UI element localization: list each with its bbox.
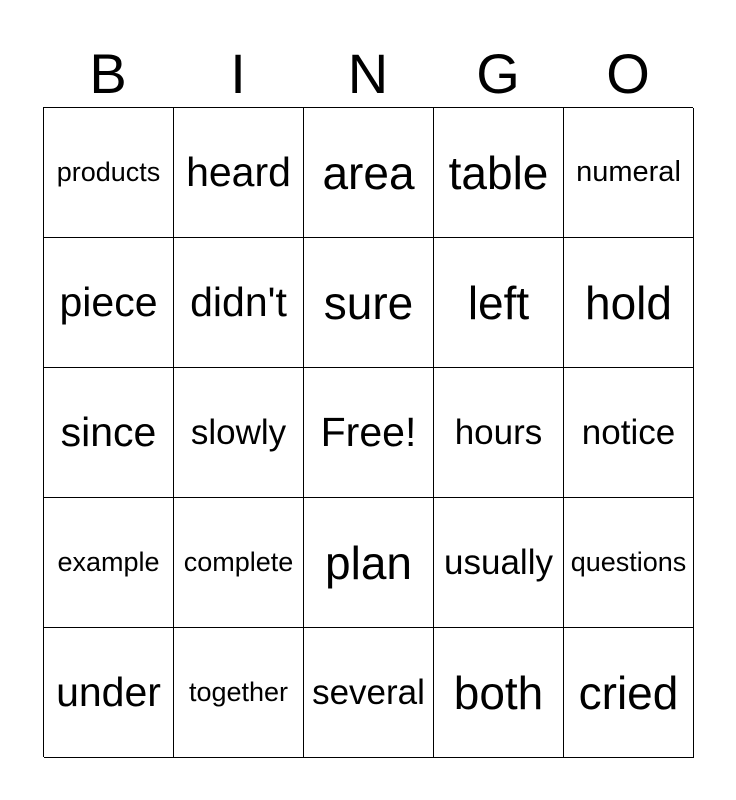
header-letter-n: N xyxy=(347,42,389,105)
bingo-cell[interactable] xyxy=(434,238,564,368)
cell-word: example xyxy=(57,547,160,577)
cell-word: products xyxy=(56,157,161,187)
bingo-cell[interactable] xyxy=(434,368,564,498)
cell-word: numeral xyxy=(576,156,681,188)
bingo-cell[interactable] xyxy=(564,628,694,758)
bingo-cell[interactable] xyxy=(44,628,174,758)
bingo-cell[interactable] xyxy=(44,498,174,628)
bingo-cell[interactable] xyxy=(174,628,304,758)
bingo-cell[interactable] xyxy=(304,628,434,758)
header-letter-o: O xyxy=(606,42,650,105)
header-letter-b: B xyxy=(89,42,127,105)
bingo-cell[interactable] xyxy=(434,628,564,758)
bingo-header xyxy=(43,40,693,108)
cell-word: usually xyxy=(444,543,553,582)
header-letter-i: I xyxy=(230,42,246,105)
cell-word: left xyxy=(467,276,530,329)
free-space[interactable] xyxy=(304,368,434,498)
cell-word: under xyxy=(56,669,161,715)
bingo-cell[interactable] xyxy=(44,108,174,238)
cell-word: several xyxy=(312,673,425,712)
bingo-board xyxy=(43,107,693,757)
bingo-cell[interactable] xyxy=(304,498,434,628)
cell-word: sure xyxy=(323,276,414,329)
cell-word: both xyxy=(453,666,544,719)
cell-word: questions xyxy=(570,547,687,577)
bingo-cell[interactable] xyxy=(174,238,304,368)
cell-word: didn't xyxy=(190,279,287,325)
cell-word: slowly xyxy=(190,413,287,452)
bingo-cell[interactable] xyxy=(304,108,434,238)
bingo-cell[interactable] xyxy=(174,368,304,498)
cell-word: table xyxy=(448,146,549,199)
cell-word: complete xyxy=(183,547,294,577)
cell-word: area xyxy=(322,146,415,199)
cell-word: heard xyxy=(186,149,291,195)
cell-word: piece xyxy=(59,279,158,325)
bingo-cell[interactable] xyxy=(44,238,174,368)
bingo-cell[interactable] xyxy=(304,238,434,368)
cell-word: notice xyxy=(581,413,676,452)
bingo-cell[interactable] xyxy=(564,368,694,498)
cell-word: together xyxy=(188,677,289,707)
bingo-cell[interactable] xyxy=(44,368,174,498)
cell-word: cried xyxy=(578,666,679,719)
header-letter-g: G xyxy=(476,42,520,105)
cell-word: hold xyxy=(585,276,672,329)
bingo-cell[interactable] xyxy=(434,108,564,238)
bingo-cell[interactable] xyxy=(174,108,304,238)
bingo-cell[interactable] xyxy=(564,108,694,238)
bingo-cell[interactable] xyxy=(564,498,694,628)
bingo-cell[interactable] xyxy=(564,238,694,368)
cell-word: plan xyxy=(325,536,412,589)
cell-word: hours xyxy=(454,413,543,452)
free-space-label: Free! xyxy=(320,409,417,455)
cell-word: since xyxy=(60,409,157,455)
bingo-cell[interactable] xyxy=(434,498,564,628)
bingo-cell[interactable] xyxy=(174,498,304,628)
